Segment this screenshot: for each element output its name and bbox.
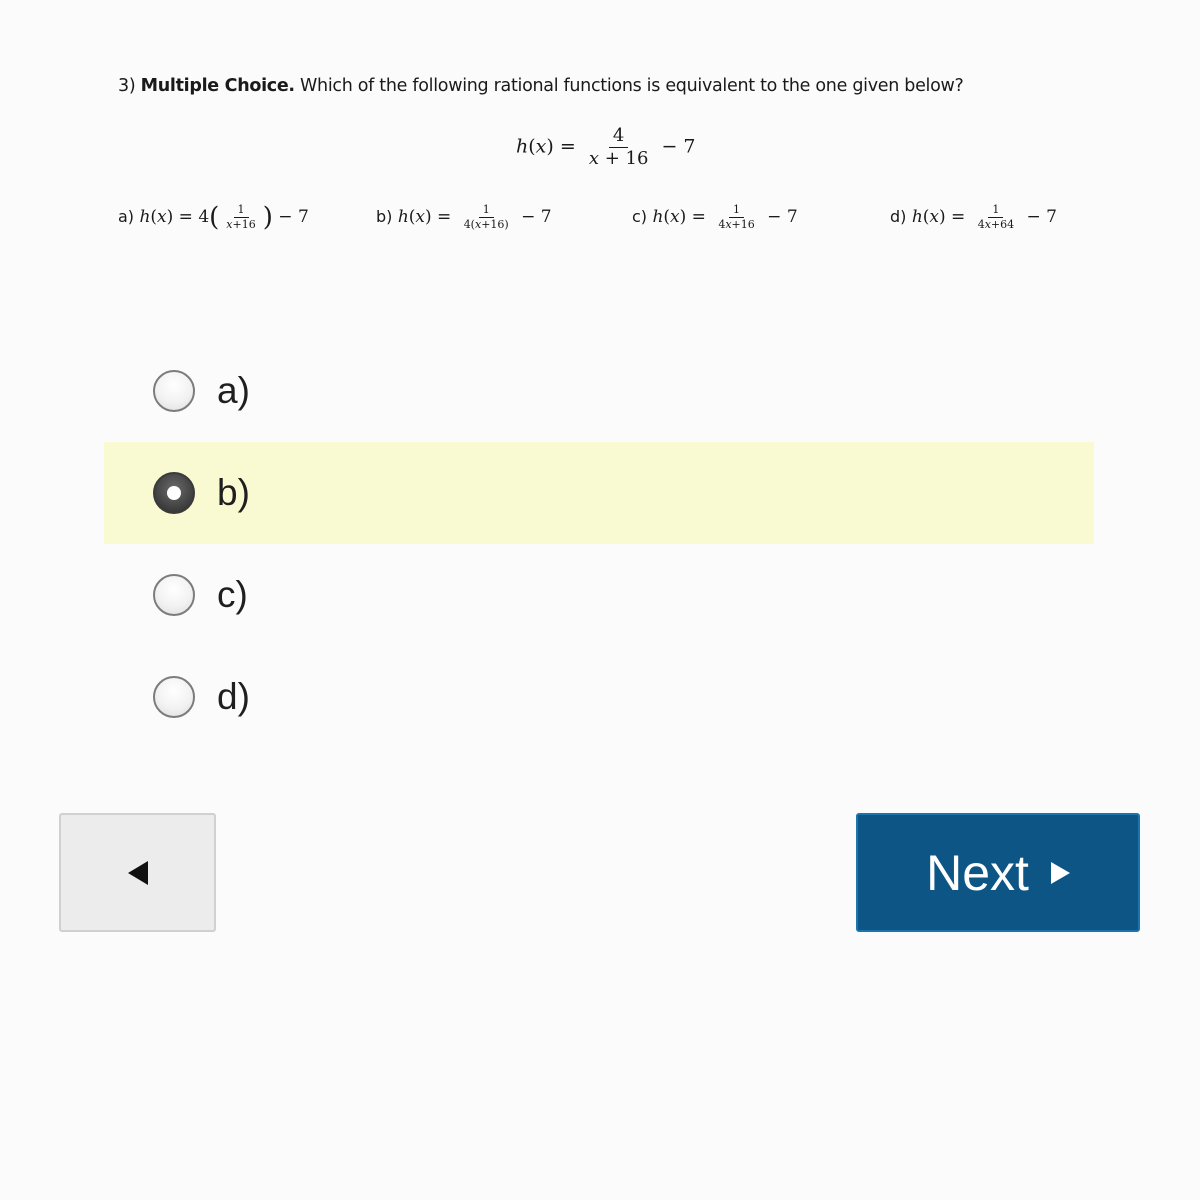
question-number: 3) bbox=[118, 76, 136, 96]
choice-denominator: x+16 bbox=[226, 218, 256, 232]
main-eq-fraction bbox=[585, 126, 653, 169]
previous-button[interactable] bbox=[59, 813, 216, 932]
option-c[interactable] bbox=[104, 544, 1094, 646]
choice-label: b) bbox=[376, 207, 393, 227]
question-text: Which of the following rational functions is equivalent to the one given below? bbox=[300, 76, 964, 96]
choice-c-equation bbox=[632, 204, 798, 231]
option-label: b) bbox=[217, 472, 250, 513]
left-triangle-icon bbox=[128, 861, 148, 885]
choice-tail: − 7 bbox=[278, 207, 309, 228]
choice-numerator: 1 bbox=[988, 204, 1003, 218]
radio-button-checked[interactable] bbox=[153, 472, 195, 514]
choice-tail: − 7 bbox=[1026, 207, 1057, 228]
radio-button[interactable] bbox=[153, 370, 195, 412]
option-label: c) bbox=[217, 574, 248, 615]
choice-numerator: 1 bbox=[479, 204, 494, 218]
next-label: Next bbox=[926, 844, 1029, 901]
choice-a-equation: a) h(x) = 4( $\frac{1}{x+16}$ ) − 7 bbox=[118, 202, 309, 233]
choice-b-equation bbox=[376, 204, 552, 231]
choice-fraction bbox=[460, 204, 513, 231]
radio-button[interactable] bbox=[153, 574, 195, 616]
right-triangle-icon bbox=[1051, 862, 1070, 884]
radio-button[interactable] bbox=[153, 676, 195, 718]
question-type: Multiple Choice. bbox=[140, 76, 295, 96]
option-a[interactable] bbox=[104, 340, 1094, 442]
choice-lhs: h(x) = bbox=[652, 207, 706, 228]
choice-tail: − 7 bbox=[767, 207, 798, 228]
option-label: a) bbox=[217, 370, 250, 411]
choice-label: a) bbox=[118, 207, 135, 227]
choice-fraction bbox=[974, 204, 1018, 231]
main-eq-denominator: x + 16 bbox=[588, 147, 649, 169]
next-button[interactable] bbox=[856, 813, 1140, 932]
choice-fraction bbox=[714, 204, 758, 231]
question-image bbox=[118, 70, 1098, 260]
option-b[interactable] bbox=[104, 442, 1094, 544]
option-d[interactable] bbox=[104, 646, 1094, 748]
choice-tail: − 7 bbox=[521, 207, 552, 228]
main-equation bbox=[516, 126, 696, 169]
choice-lhs: h(x) = bbox=[911, 207, 966, 228]
choice-numerator: 1 bbox=[729, 204, 744, 218]
choice-numerator: 1 bbox=[234, 204, 249, 218]
choice-fraction bbox=[222, 204, 259, 231]
question-prompt bbox=[118, 76, 964, 96]
choice-label: c) bbox=[632, 207, 648, 227]
main-eq-lhs: h(x) = bbox=[516, 135, 576, 158]
choice-label: d) bbox=[890, 207, 907, 227]
answer-options bbox=[104, 340, 1094, 748]
main-eq-tail: − 7 bbox=[661, 135, 696, 158]
option-label: d) bbox=[217, 676, 250, 717]
choice-lhs: h(x) = bbox=[397, 207, 452, 228]
main-eq-numerator: 4 bbox=[609, 126, 628, 148]
choice-d-equation bbox=[890, 204, 1057, 231]
choice-denominator: 4x+64 bbox=[977, 218, 1015, 232]
choice-denominator: 4x+16 bbox=[718, 218, 755, 232]
choice-lhs: h(x) = 4 bbox=[139, 207, 210, 228]
choice-denominator: 4(x+16) bbox=[463, 218, 509, 232]
